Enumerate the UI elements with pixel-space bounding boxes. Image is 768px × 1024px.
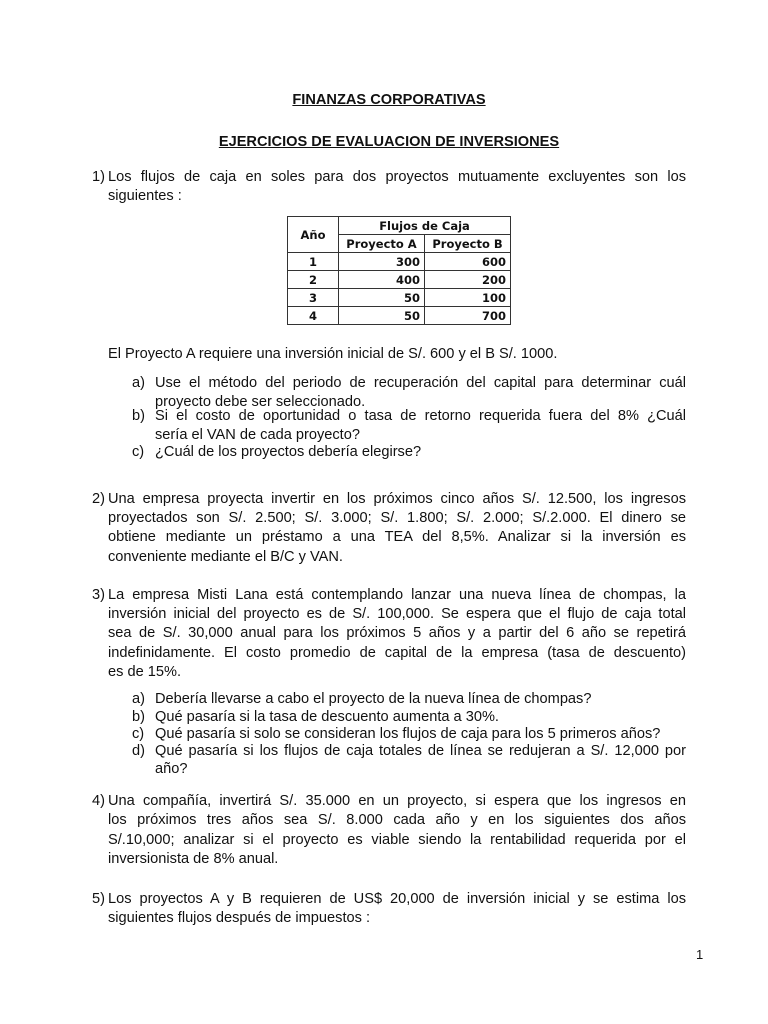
question-text: La empresa Misti Lana está contemplando lanzar una nueva línea de chompas, la (108, 587, 686, 603)
project-b-cell: 200 (425, 271, 511, 289)
table-row (288, 289, 511, 307)
question-text: inversión inicial del proyecto es de S/. 100,000. Se espera que el flujo de caja total (108, 606, 686, 622)
sub-question-text: ¿Cuál de los proyectos debería elegirse? (155, 444, 422, 460)
sub-question-text: sería el VAN de cada proyecto? (155, 427, 360, 443)
question-text: es de 15%. (108, 664, 182, 680)
sub-question-text: Qué pasaría si los flujos de caja totales de línea se redujeran a S/. 12,000 por (155, 743, 686, 759)
document-title: FINANZAS CORPORATIVAS (292, 92, 486, 108)
year-cell: 1 (288, 253, 339, 271)
page-number: 1 (696, 947, 704, 962)
sub-question-text: año? (155, 761, 188, 777)
question-text: siguientes : (108, 188, 182, 204)
table-row (288, 307, 511, 325)
sub-question-text: Debería llevarse a cabo el proyecto de la nueva línea de chompas? (155, 691, 592, 707)
sub-label: a) (132, 375, 145, 391)
sub-label: d) (132, 743, 145, 759)
sub-label: a) (132, 691, 145, 707)
year-cell: 4 (288, 307, 339, 325)
question-text: Los proyectos A y B requieren de US$ 20,000 de inversión inicial y se estima los (108, 891, 686, 907)
question-number: 3) (92, 587, 105, 603)
question-text: obtiene mediante un préstamo a una TEA del 8,5%. Analizar si la inversión es (108, 529, 686, 545)
year-header: Año (288, 217, 339, 253)
sub-label: b) (132, 408, 145, 424)
project-b-cell: 100 (425, 289, 511, 307)
question-number: 2) (92, 491, 105, 507)
question-text: Los flujos de caja en soles para dos proyectos mutuamente excluyentes son los (108, 169, 686, 185)
question-text: conveniente mediante el B/C y VAN. (108, 549, 343, 565)
table-row (288, 253, 511, 271)
question-text: Una compañía, invertirá S/. 35.000 en un proyecto, si espera que los ingresos en (108, 793, 686, 809)
cash-flow-table (287, 216, 511, 325)
sub-question-text: proyecto debe ser seleccionado. (155, 394, 366, 410)
document-subtitle: EJERCICIOS DE EVALUACION DE INVERSIONES (218, 134, 560, 150)
project-a-cell: 50 (339, 307, 425, 325)
sub-question-text: Use el método del periodo de recuperación del capital para determinar cuál (155, 375, 686, 391)
cash-flow-header: Flujos de Caja (339, 217, 511, 235)
sub-question-text: Qué pasaría si la tasa de descuento aumenta a 30%. (155, 709, 499, 725)
year-cell: 3 (288, 289, 339, 307)
question-number: 1) (92, 169, 105, 185)
project-b-cell: 600 (425, 253, 511, 271)
sub-label: b) (132, 709, 145, 725)
question-text: sea de S/. 30,000 anual para los próximos 5 años y a partir del 6 año se repetirá (108, 625, 686, 641)
sub-question-text: Si el costo de oportunidad o tasa de retorno requerida fuera del 8% ¿Cuál (155, 408, 686, 424)
sub-label: c) (132, 444, 145, 460)
sub-label: c) (132, 726, 145, 742)
project-a-header: Proyecto A (339, 235, 425, 253)
investment-note: El Proyecto A requiere una inversión inicial de S/. 600 y el B S/. 1000. (108, 346, 558, 362)
question-text: indefinidamente. El costo promedio de capital de la empresa (tasa de descuento) (108, 645, 686, 661)
question-text: S/.10,000; analizar si el proyecto es viable siendo la rentabilidad requerida por el (108, 832, 686, 848)
project-a-cell: 50 (339, 289, 425, 307)
question-number: 4) (92, 793, 105, 809)
question-number: 5) (92, 891, 105, 907)
project-a-cell: 300 (339, 253, 425, 271)
question-text: siguientes flujos después de impuestos : (108, 910, 371, 926)
year-cell: 2 (288, 271, 339, 289)
project-a-cell: 400 (339, 271, 425, 289)
question-text: inversionista de 8% anual. (108, 851, 279, 867)
project-b-header: Proyecto B (425, 235, 511, 253)
question-text: proyectados son S/. 2.500; S/. 3.000; S/. 1.800; S/. 2.000; S/.2.000. El dinero se (108, 510, 686, 526)
sub-question-text: Qué pasaría si solo se consideran los flujos de caja para los 5 primeros años? (155, 726, 661, 742)
project-b-cell: 700 (425, 307, 511, 325)
table-row (288, 271, 511, 289)
question-text: los próximos tres años sea S/. 8.000 cada año y en los siguientes dos años (108, 812, 686, 828)
question-text: Una empresa proyecta invertir en los próximos cinco años S/. 12.500, los ingresos (108, 491, 686, 507)
